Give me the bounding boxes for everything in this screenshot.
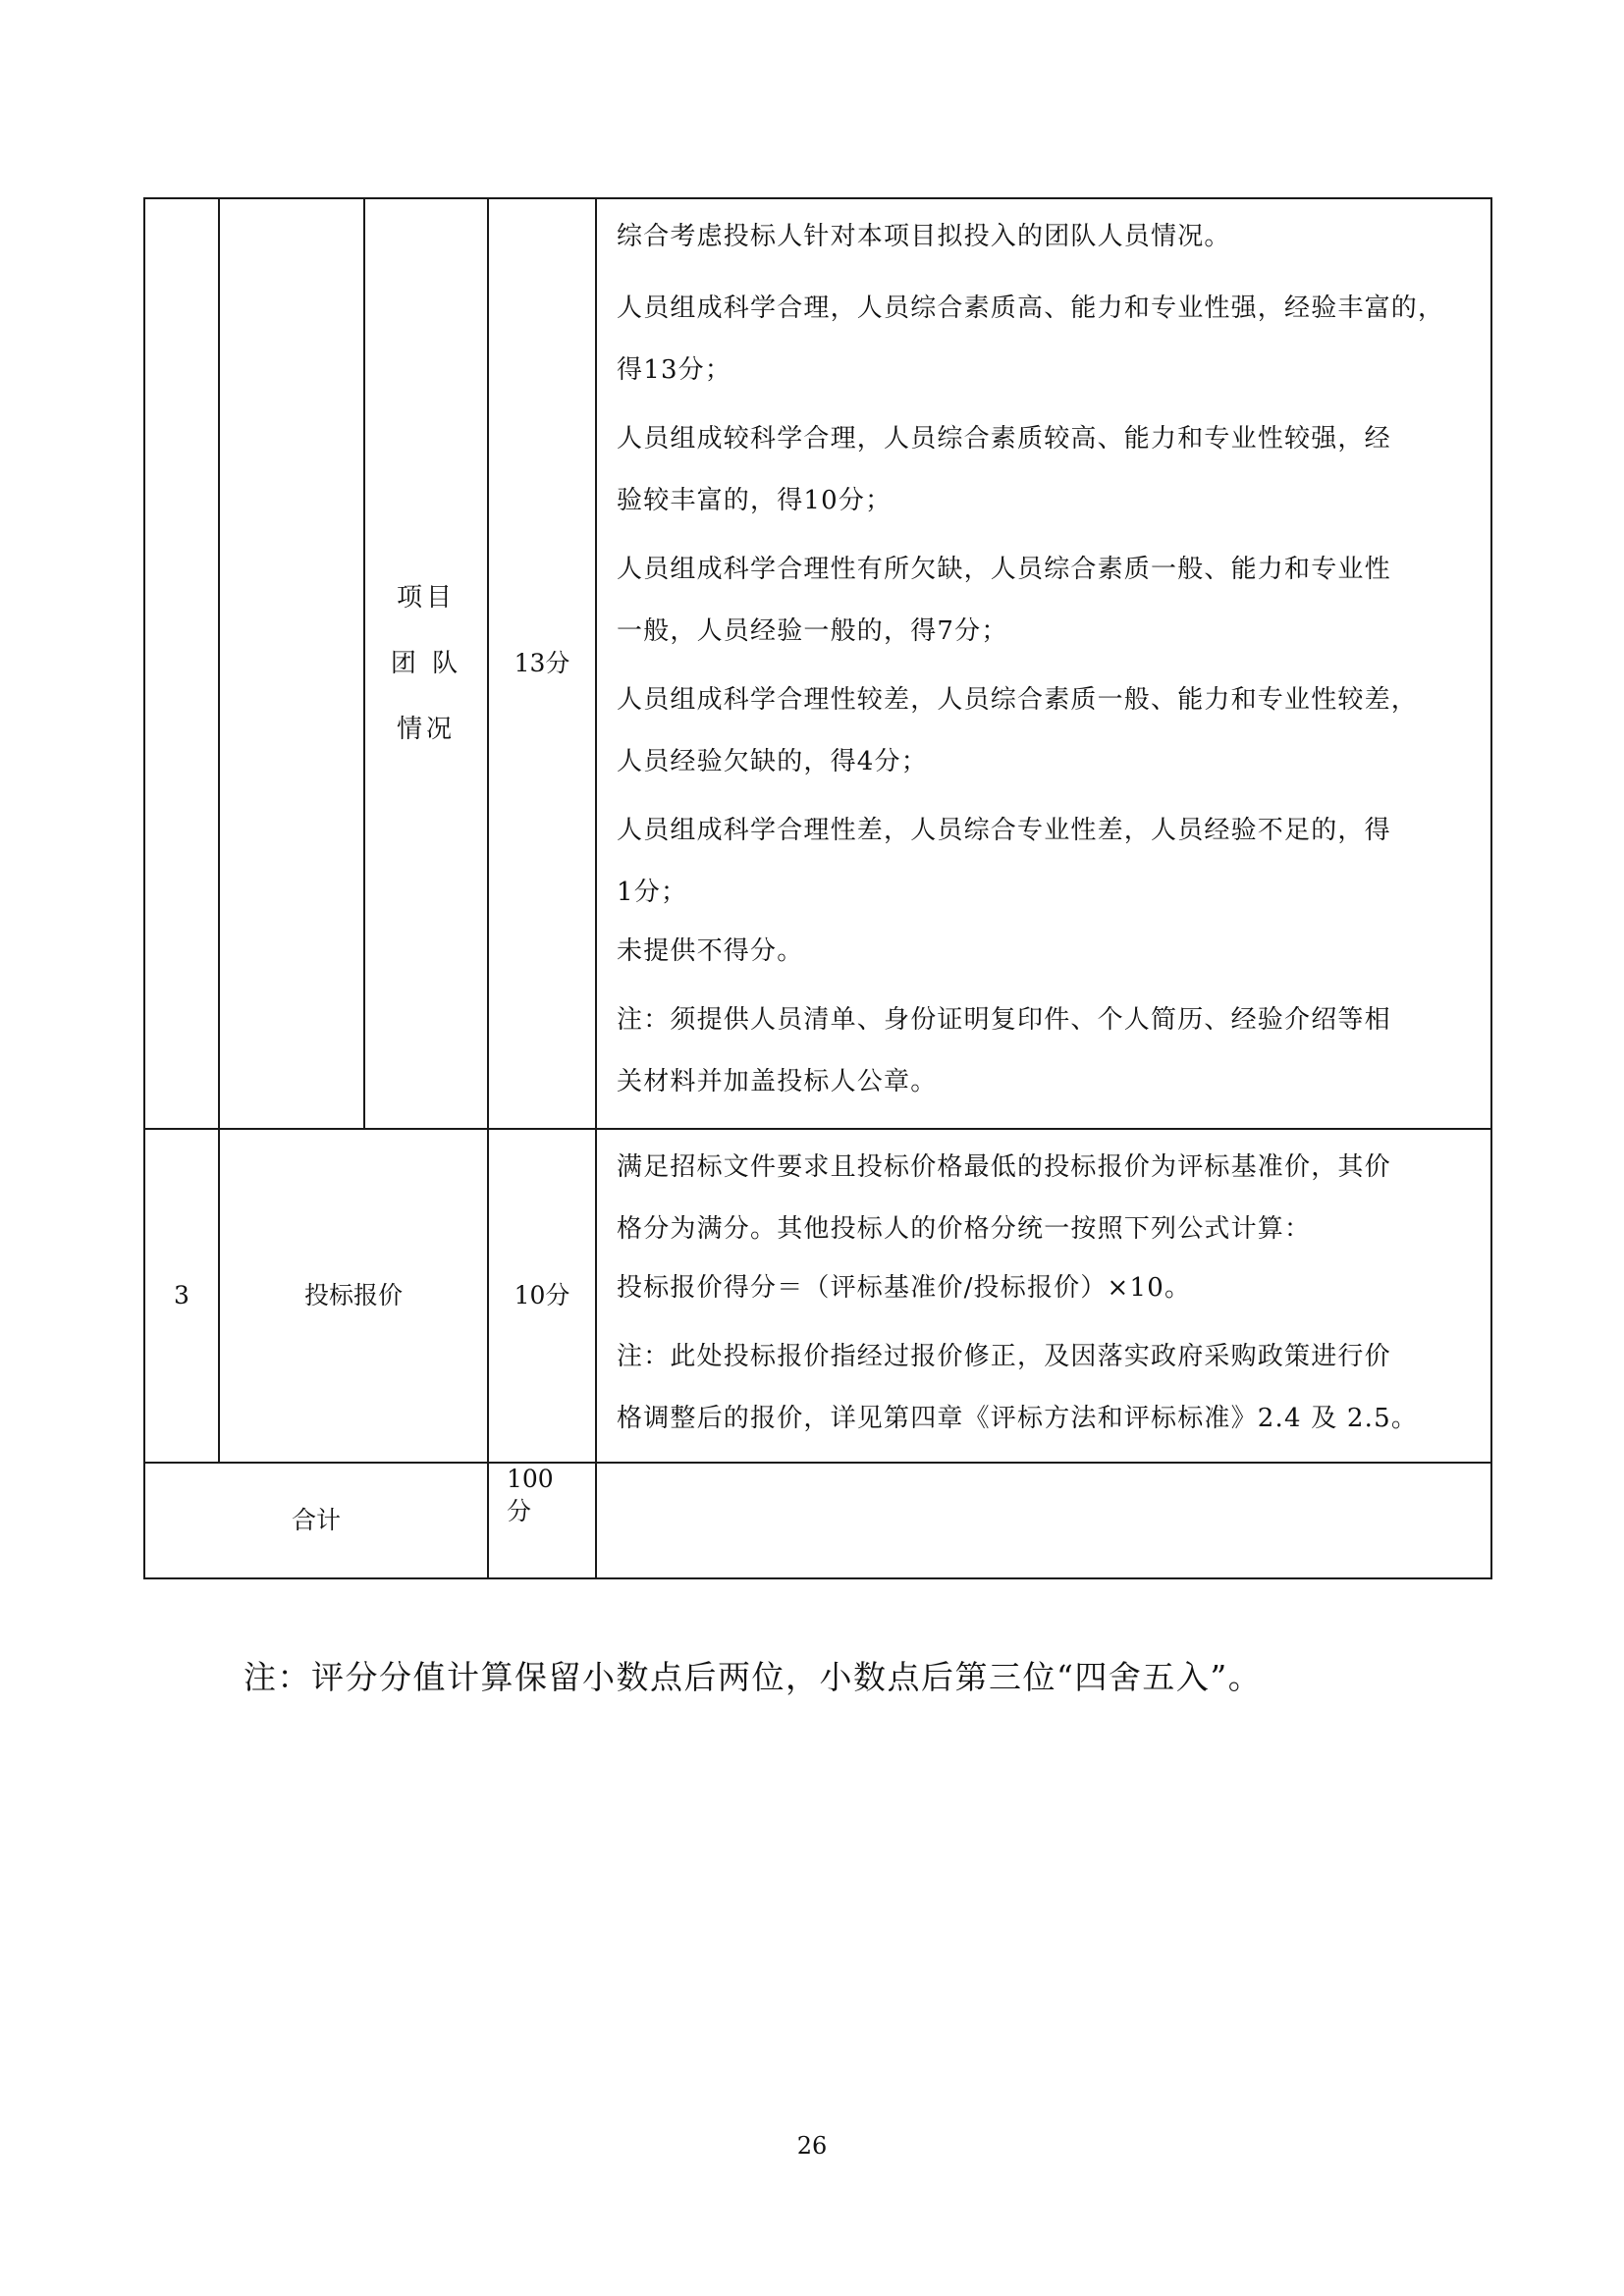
criteria-line: 注：须提供人员清单、身份证明复印件、个人简历、经验介绍等相: [617, 1005, 1391, 1035]
criteria-line: 1分；: [617, 878, 688, 907]
criteria-line: 未提供不得分。: [617, 936, 804, 966]
score-cell: 13分: [488, 198, 596, 1129]
criteria-line: 人员组成科学合理，人员综合素质高、能力和专业性强，经验丰富的，: [617, 294, 1445, 323]
category-label-line: 团 队: [390, 648, 462, 678]
footer-note: 注：评分分值计算保留小数点后两位，小数点后第三位“四舍五入”。: [244, 1658, 1263, 1696]
page-number: 26: [796, 2132, 828, 2160]
row-number-cell: 3: [144, 1129, 219, 1463]
category-cell: [364, 198, 488, 1129]
criteria-line: 人员经验欠缺的，得4分；: [617, 747, 928, 776]
criteria-line: 人员组成科学合理性有所欠缺，人员综合素质一般、能力和专业性: [617, 555, 1391, 584]
criteria-line: 人员组成科学合理性差，人员综合专业性差，人员经验不足的，得: [617, 816, 1391, 845]
criteria-line: 人员组成较科学合理，人员综合素质较高、能力和专业性较强，经: [617, 424, 1391, 454]
row-number-cell: [144, 198, 219, 1129]
item-cell: [219, 198, 364, 1129]
item-cell: 投标报价: [219, 1129, 488, 1463]
criteria-line: 综合考虑投标人针对本项目拟投入的团队人员情况。: [617, 222, 1231, 251]
category-label-line: 情况: [396, 714, 456, 744]
criteria-line: 投标报价得分＝（评标基准价/投标报价）×10。: [617, 1273, 1192, 1303]
criteria-line: 满足招标文件要求且投标价格最低的投标报价为评标基准价，其价: [617, 1152, 1391, 1182]
criteria-line: 格分为满分。其他投标人的价格分统一按照下列公式计算：: [617, 1214, 1312, 1244]
criteria-line: 关材料并加盖投标人公章。: [617, 1067, 938, 1096]
score-cell: 10分: [488, 1129, 596, 1463]
total-criteria-cell: [596, 1463, 1491, 1578]
table-row-total: [144, 1463, 1491, 1578]
total-score-value: 100: [507, 1465, 554, 1493]
scoring-table: [143, 197, 1492, 1579]
criteria-line: 验较丰富的，得10分；: [617, 486, 893, 515]
table-row-team: [144, 198, 1491, 1129]
criteria-line: 人员组成科学合理性较差，人员综合素质一般、能力和专业性较差，: [617, 685, 1419, 715]
total-score-unit: 分: [507, 1496, 532, 1525]
total-score-cell: [488, 1463, 596, 1578]
category-label-line: 项目: [396, 582, 456, 613]
criteria-line: 得13分；: [617, 355, 732, 385]
table-row-price: [144, 1129, 1491, 1463]
criteria-cell: [596, 1129, 1491, 1463]
criteria-line: 注：此处投标报价指经过报价修正，及因落实政府采购政策进行价: [617, 1342, 1391, 1371]
total-label-cell: 合计: [144, 1463, 488, 1578]
criteria-line: 格调整后的报价，详见第四章《评标方法和评标标准》2.4 及 2.5。: [617, 1404, 1419, 1433]
criteria-cell: [596, 198, 1491, 1129]
criteria-line: 一般，人员经验一般的，得7分；: [617, 616, 1008, 646]
